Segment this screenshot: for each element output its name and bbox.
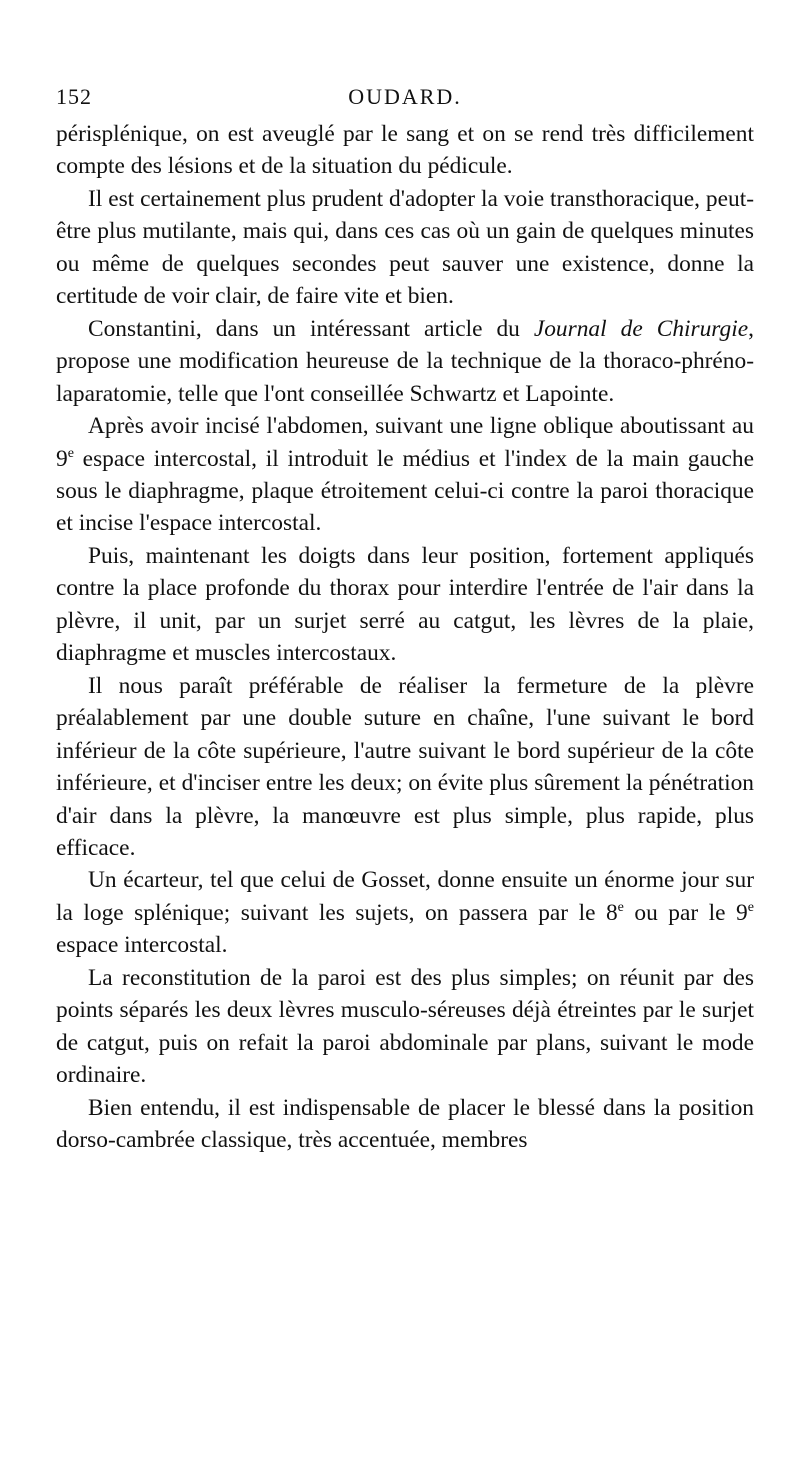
paragraph: Un écarteur, tel que celui de Gosset, donne ensuite un énorme jour sur la loge splénique; suivant les sujets, on passera par le 8e ou par le 9e espace intercostal.: [56, 867, 754, 959]
paragraph: Après avoir incisé l'abdomen, suivant une ligne oblique aboutissant au 9e espace intercostal, il introduit le médius et l'index de la main gauche sous le diaphragme, plaque étroitement celui-ci contre la paroi thoracique et incise l'espace intercostal.: [56, 413, 754, 537]
book-page: [56, 78, 754, 1157]
paragraph: Il nous paraît préférable de réaliser la fermeture de la plèvre préalablement par une double suture en chaîne, l'une suivant le bord inférieur de la côte supérieure, l'autre suivant le bord supérieur de la côte inférieure, et d'inciser entre les deux; on évite plus sûrement la pénétration d'air dans la plèvre, la manœuvre est plus simple, plus rapide, plus efficace.: [56, 672, 754, 861]
ordinal-superscript: e: [617, 899, 624, 916]
paragraph: La reconstitution de la paroi est des plus simples; on réunit par des points séparés les deux lèvres musculo-séreuses déjà étreintes par le surjet de catgut, puis on refait la paroi abdominale par plans, suivant le mode ordinaire.: [56, 964, 754, 1089]
ordinal-superscript: e: [747, 899, 754, 916]
ordinal-superscript: e: [67, 444, 74, 461]
paragraph: périsplénique, on est aveuglé par le sang et on se rend très difficilement compte des lésions et de la situation du pédicule.: [56, 121, 754, 180]
body-text: [56, 118, 754, 1157]
running-title: OUDARD.: [348, 84, 462, 109]
paragraph: Il est certainement plus prudent d'adopter la voie transthoracique, peut-être plus mutilante, mais qui, dans ces cas où un gain de quelques minutes ou même de quelques secondes peut sauver une existence, donne la certitude de voir clair, de faire vite et bien.: [56, 185, 754, 310]
journal-title: Journal de Chirurgie: [533, 315, 749, 342]
running-head: [56, 78, 754, 118]
page-number: 152: [56, 84, 92, 109]
paragraph: Constantini, dans un intéressant article du Journal de Chirurgie, propose une modification heureuse de la technique de la thoraco-phréno-laparatomie, telle que l'ont conseillée Schwartz et Lapointe.: [56, 315, 754, 407]
paragraph: Puis, maintenant les doigts dans leur position, fortement appliqués contre la place profonde du thorax pour interdire l'entrée de l'air dans la plèvre, il unit, par un surjet serré au catgut, les lèvres de la plaie, diaphragme et muscles intercostaux.: [56, 542, 754, 667]
paragraph: Bien entendu, il est indispensable de placer le blessé dans la position dorso-cambrée classique, très accentuée, membres: [56, 1094, 754, 1154]
